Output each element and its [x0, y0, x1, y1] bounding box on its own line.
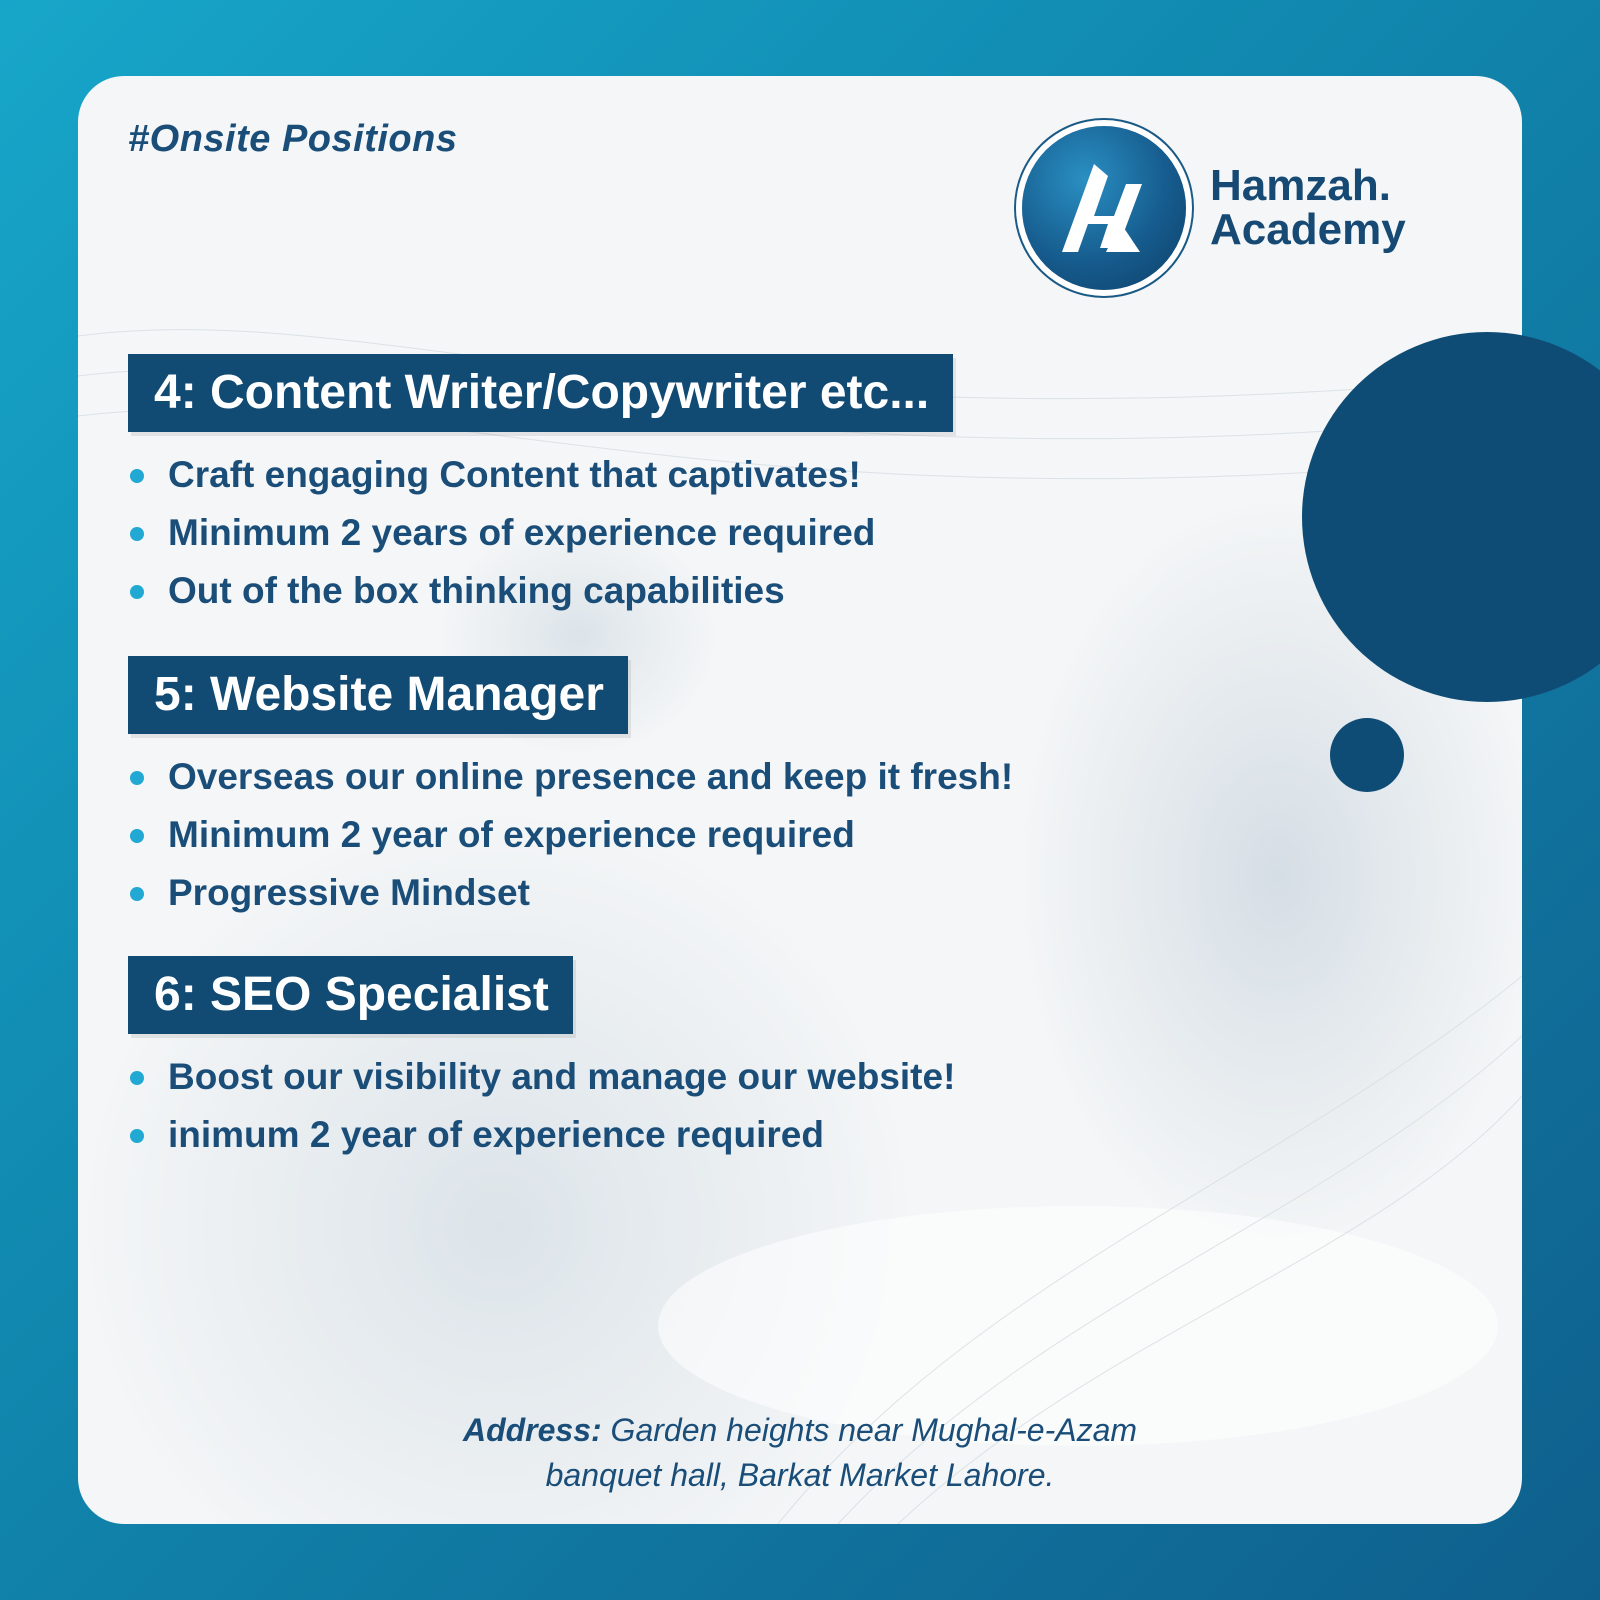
list-item: Craft engaging Content that captivates! [128, 446, 875, 504]
website-manager-list [128, 748, 1013, 922]
list-item: Progressive Mindset [128, 864, 1013, 922]
address-line-1: Address: Garden heights near Mughal-e-Azam [462, 1412, 1138, 1448]
section-title-content-writer: 4: Content Writer/Copywriter etc... [128, 354, 953, 432]
bullet-icon [130, 585, 144, 599]
address-label: Address: [462, 1412, 602, 1448]
content-card [78, 76, 1522, 1524]
bullet-icon [130, 527, 144, 541]
logo-line-1: Hamzah. [1210, 161, 1391, 210]
hamzah-academy-logo [1022, 126, 1502, 296]
bullet-icon [130, 829, 144, 843]
list-item: Minimum 2 year of experience required [128, 806, 1013, 864]
bullet-icon [130, 771, 144, 785]
address-line-2: banquet hall, Barkat Market Lahore. [545, 1457, 1055, 1493]
list-item: Boost our visibility and manage our website! [128, 1048, 955, 1106]
logo-wordmark [1210, 161, 1406, 254]
bullet-icon [130, 1129, 144, 1143]
list-item: Out of the box thinking capabilities [128, 562, 875, 620]
content-writer-list [128, 446, 875, 620]
onsite-positions-tag: #Onsite Positions [128, 118, 458, 160]
address-block [78, 1408, 1522, 1498]
bullet-icon [130, 469, 144, 483]
decorative-circle-small [1330, 718, 1404, 792]
bullet-icon [130, 887, 144, 901]
list-item: Minimum 2 years of experience required [128, 504, 875, 562]
bullet-icon [130, 1071, 144, 1085]
seo-specialist-list [128, 1048, 955, 1164]
logo-line-2: Academy [1210, 205, 1406, 254]
section-title-website-manager: 5: Website Manager [128, 656, 628, 734]
ha-monogram-icon [1022, 126, 1186, 290]
list-item: inimum 2 year of experience required [128, 1106, 955, 1164]
list-item: Overseas our online presence and keep it fresh! [128, 748, 1013, 806]
section-title-seo-specialist: 6: SEO Specialist [128, 956, 573, 1034]
